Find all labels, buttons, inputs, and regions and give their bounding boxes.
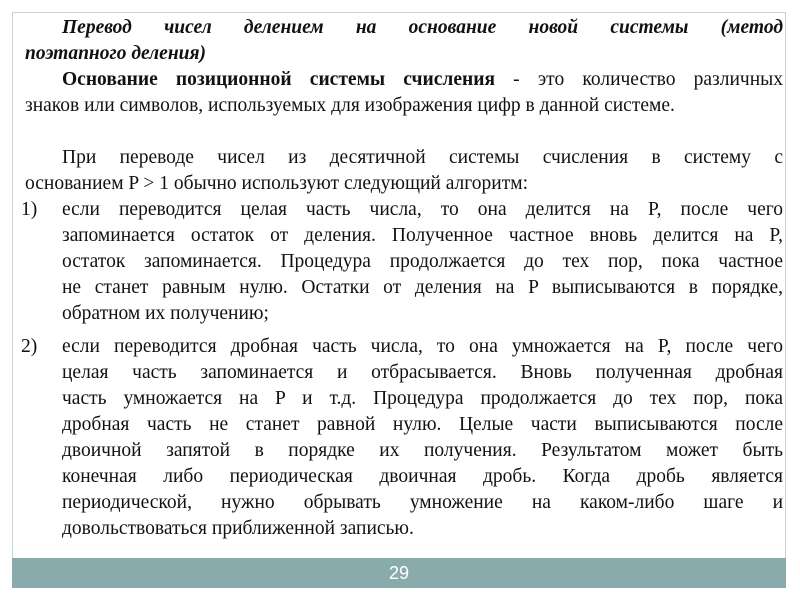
title-line: Перевод чисел делением на основание новой системы (метод xyxy=(62,17,783,38)
list-item xyxy=(21,334,783,542)
list-line: дробная часть не станет равной нулю. Целые части выписываются после xyxy=(62,414,783,435)
intro-line: основанием P > 1 обычно используют следующий алгоритм: xyxy=(25,173,529,194)
list-item xyxy=(21,197,783,327)
list-line: довольствоваться приближенной записью. xyxy=(62,518,414,539)
page-number: 29 xyxy=(388,563,410,583)
slide-content xyxy=(21,15,783,542)
list-line: если переводится целая часть числа, то она делится на P, после чего xyxy=(62,199,783,220)
definition-line: знаков или символов, используемых для изображения цифр в данной системе. xyxy=(25,95,675,116)
definition-line xyxy=(25,67,783,93)
list-line: конечная либо периодическая двоичная дробь. Когда дробь является xyxy=(62,466,783,487)
title-line: поэтапного деления) xyxy=(25,43,207,64)
definition-term: Основание позиционной системы счисления xyxy=(62,69,495,90)
intro-line: При переводе чисел из десятичной системы счисления в систему с xyxy=(62,147,783,168)
list-line: периодической, нужно обрывать умножение на каком-либо шаге и xyxy=(62,492,783,513)
list-line: часть умножается на P и т.д. Процедура продолжается до тех пор, пока xyxy=(62,388,783,409)
list-number: 2) xyxy=(21,336,38,357)
list-line: обратном их получению; xyxy=(62,303,269,324)
list-line: запоминается остаток от деления. Полученное частное вновь делится на P, xyxy=(62,225,783,246)
list-number: 1) xyxy=(21,199,38,220)
slide-footer xyxy=(12,558,786,588)
list-line: целая часть запоминается и отбрасывается. Вновь полученная дробная xyxy=(62,362,783,383)
list-line: не станет равным нулю. Остатки от деления на P выписываются в порядке, xyxy=(62,277,783,298)
list-line: если переводится дробная часть числа, то она умножается на P, после чего xyxy=(62,336,783,357)
list-line: остаток запоминается. Процедура продолжается до тех пор, пока частное xyxy=(62,251,783,272)
definition-text: - это количество различных xyxy=(495,69,783,90)
list-line: двоичной запятой в порядке их получения. Результатом может быть xyxy=(62,440,783,461)
